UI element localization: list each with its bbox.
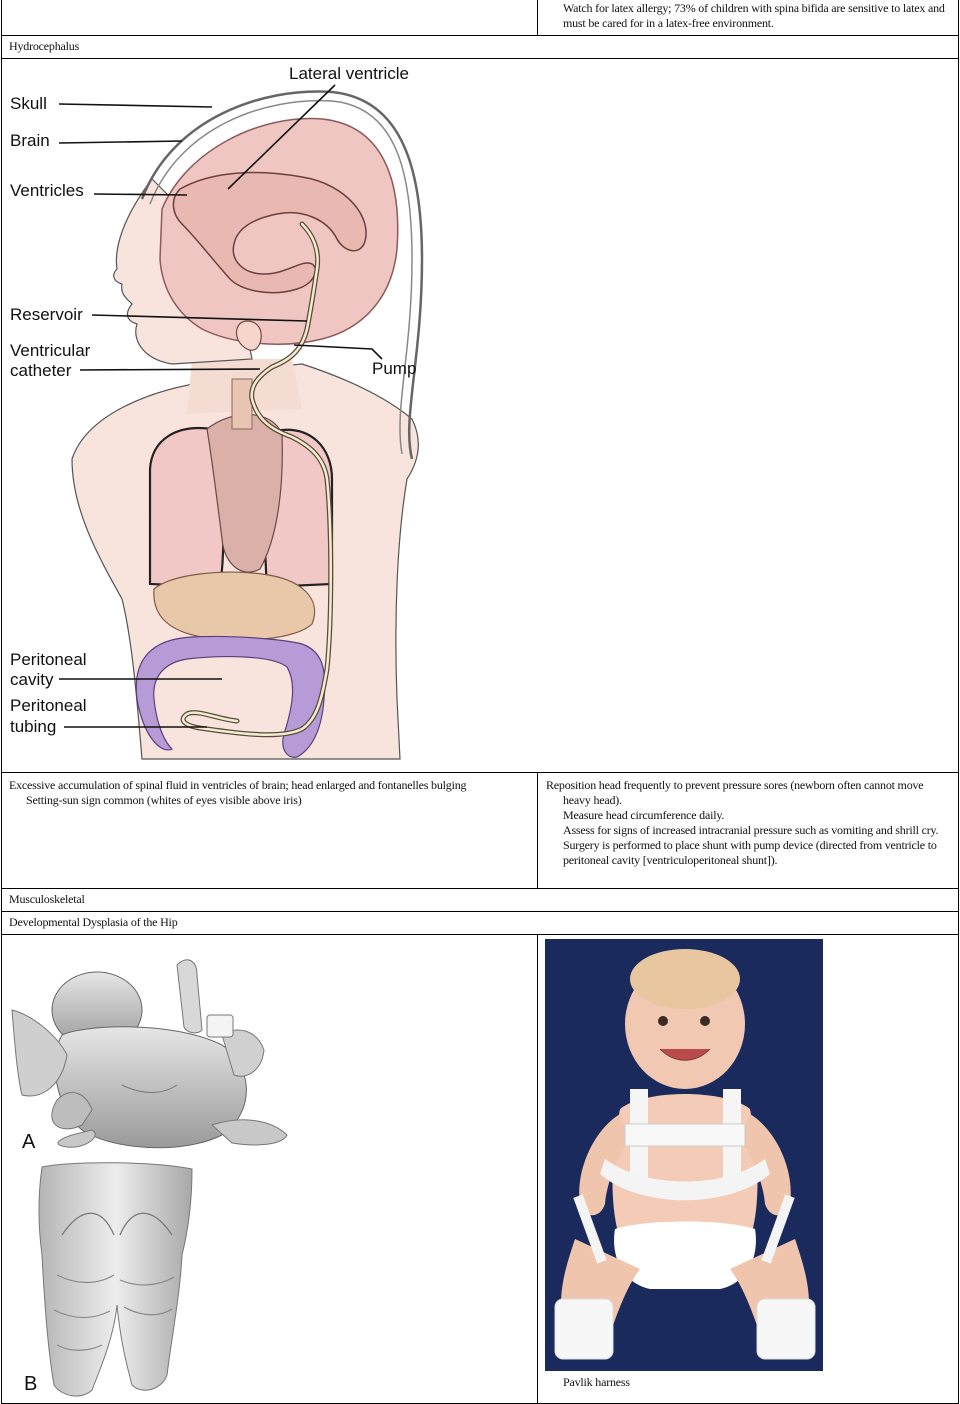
- hydrocephalus-header: [1, 35, 959, 59]
- hydrocephalus-title: Hydrocephalus: [9, 39, 80, 53]
- hydrocephalus-figure-cell: [1, 58, 959, 773]
- latex-allergy-text: Watch for latex allergy; 73% of children with spina bifida are sensitive to latex and must be cared for in a latex-free environment.: [563, 1, 945, 30]
- hydro-care-item: Reposition head frequently to prevent pressure sores (newborn often cannot move heavy head).: [546, 778, 924, 807]
- peritoneal-cavity-label-line2: cavity: [10, 670, 54, 689]
- panel-b-infant: [39, 1163, 192, 1396]
- hydro-description-line: Setting-sun sign common (whites of eyes visible above iris): [26, 793, 302, 807]
- skull-label: Skull: [10, 94, 47, 113]
- stomach: [154, 572, 315, 640]
- ddh-infant-illustration: [2, 935, 537, 1403]
- pavlik-figure-cell: [537, 934, 959, 1404]
- peritoneal-cavity-label-line1: Peritoneal: [10, 650, 87, 669]
- reservoir-label: Reservoir: [10, 305, 83, 324]
- musculoskeletal-header: [1, 888, 959, 912]
- panel-a-infant: [12, 960, 287, 1148]
- ventricles-leader: [94, 194, 187, 195]
- pump-leader: [294, 345, 382, 359]
- ddh-header: [1, 911, 959, 935]
- panel-b-label: B: [24, 1373, 38, 1395]
- latex-allergy-note: [537, 0, 959, 36]
- panel-a-label: A: [22, 1131, 36, 1153]
- pump-label: Pump: [372, 359, 417, 378]
- pavlik-caption: Pavlik harness: [563, 1375, 630, 1389]
- ventricles-label: Ventricles: [10, 181, 84, 200]
- trachea: [232, 379, 252, 429]
- hydro-care-item: Surgery is performed to place shunt with pump device (directed from ventricle to peritoneal cavity [ventriculoperitoneal shunt]).: [563, 838, 937, 867]
- peritoneal-tubing-label-line2: tubing: [10, 717, 57, 736]
- musculoskeletal-title: Musculoskeletal: [9, 892, 85, 906]
- ventricular-catheter-leader: [80, 369, 260, 370]
- ddh-figure-cell: [1, 934, 538, 1404]
- ventricular-catheter-label-line1: Ventricular: [10, 341, 91, 360]
- hydro-care-item: Assess for signs of increased intracranial pressure such as vomiting and shrill cry.: [563, 823, 939, 837]
- ventricular-catheter-label-line2: catheter: [10, 361, 72, 380]
- brain-leader: [59, 141, 182, 143]
- hydro-care-item: Measure head circumference daily.: [563, 808, 725, 822]
- brain-label: Brain: [10, 131, 50, 150]
- hydrocephalus-description-cell: [1, 772, 538, 889]
- top-left-cell: [1, 0, 538, 36]
- lateral-ventricle-label: Lateral ventricle: [289, 64, 410, 83]
- pavlik-harness-photo: [545, 939, 823, 1371]
- hydro-description-line: Excessive accumulation of spinal fluid in ventricles of brain; head enlarged and fontanelles bulging: [9, 778, 467, 792]
- skull-leader: [59, 104, 212, 107]
- hydrocephalus-care-cell: [537, 772, 959, 889]
- peritoneal-tubing-label-line1: Peritoneal: [10, 696, 87, 715]
- hydrocephalus-shunt-illustration: [2, 59, 958, 772]
- ddh-title: Developmental Dysplasia of the Hip: [9, 915, 178, 929]
